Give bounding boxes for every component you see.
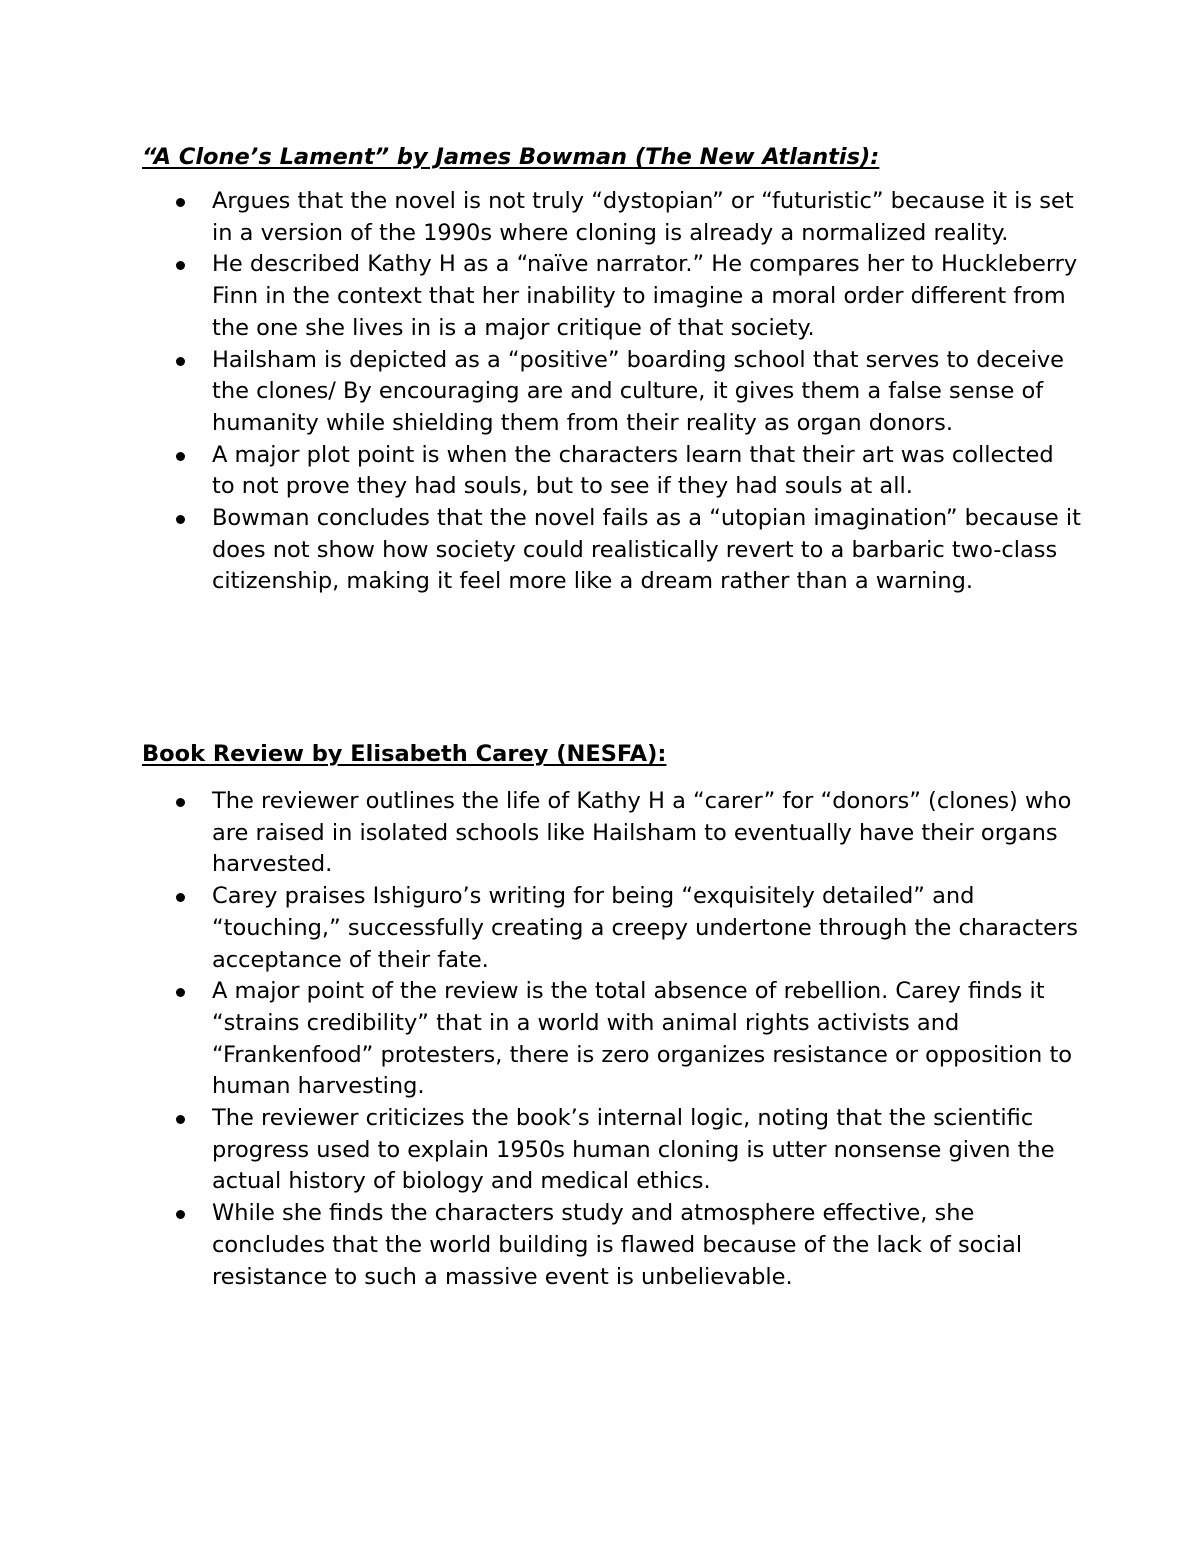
bullet-text: Bowman concludes that the novel fails as a “utopian imagination” because it does not show how society could realistically revert to a barbaric two-class citizenship, making it feel more like a dream rather than a warning.	[212, 505, 1081, 595]
bullet-icon	[176, 1210, 185, 1219]
bullet-icon	[176, 198, 185, 207]
bullet-icon	[176, 515, 185, 524]
bullet-text: Argues that the novel is not truly “dystopian” or “futuristic” because it is set in a version of the 1990s where cloning is already a normalized reality.	[212, 188, 1074, 246]
list-item	[212, 440, 1082, 503]
bullet-text: A major plot point is when the characters learn that their art was collected to not prove they had souls, but to see if they had souls at all.	[212, 441, 1054, 500]
bullet-text: The reviewer outlines the life of Kathy H a “carer” for “donors” (clones) who are raised in isolated schools like Hailsham to eventually have their organs harvested.	[212, 788, 1072, 878]
list-item	[212, 881, 1082, 976]
list-item	[212, 1103, 1082, 1198]
bullet-text: Hailsham is depicted as a “positive” boarding school that serves to deceive the clones/ By encouraging are and culture, it gives them a false sense of humanity while shielding them from their reality as organ donors.	[212, 346, 1065, 436]
bullet-icon	[176, 1115, 185, 1124]
section-heading-carey: Book Review by Elisabeth Carey (NESFA):	[142, 741, 667, 767]
list-item	[212, 186, 1082, 249]
bullet-icon	[176, 452, 185, 461]
list-item	[212, 786, 1082, 881]
bullet-icon	[176, 357, 185, 366]
list-item	[212, 503, 1082, 598]
bullet-text: A major point of the review is the total absence of rebellion. Carey finds it “strains credibility” that in a world with animal rights activists and “Frankenfood” protesters, there is zero organizes resistance or opposition to human harvesting.	[212, 978, 1073, 1100]
bullet-text: The reviewer criticizes the book’s internal logic, noting that the scientific progress used to explain 1950s human cloning is utter nonsense given the actual history of biology and medical ethics.	[212, 1105, 1055, 1195]
bullet-icon	[176, 893, 185, 902]
list-item	[212, 249, 1082, 344]
list-item	[212, 1198, 1082, 1293]
bullet-text: While she finds the characters study and atmosphere effective, she concludes that the world building is flawed because of the lack of social resistance to such a massive event is unbelievable.	[212, 1200, 1023, 1290]
list-item	[212, 976, 1082, 1103]
bullet-icon	[176, 261, 185, 270]
section-heading-bowman: “A Clone’s Lament” by James Bowman (The New Atlantis):	[142, 144, 880, 170]
bullet-list-bowman	[212, 186, 1082, 598]
bullet-text: Carey praises Ishiguro’s writing for being “exquisitely detailed” and “touching,” successfully creating a creepy undertone through the characters acceptance of their fate.	[212, 883, 1078, 973]
bullet-icon	[176, 798, 185, 807]
bullet-icon	[176, 988, 185, 997]
bullet-list-carey	[212, 786, 1082, 1293]
list-item	[212, 345, 1082, 440]
bullet-text: He described Kathy H as a “naïve narrator.” He compares her to Huckleberry Finn in the context that her inability to imagine a moral order different from the one she lives in is a major critique of that society.	[212, 251, 1078, 341]
